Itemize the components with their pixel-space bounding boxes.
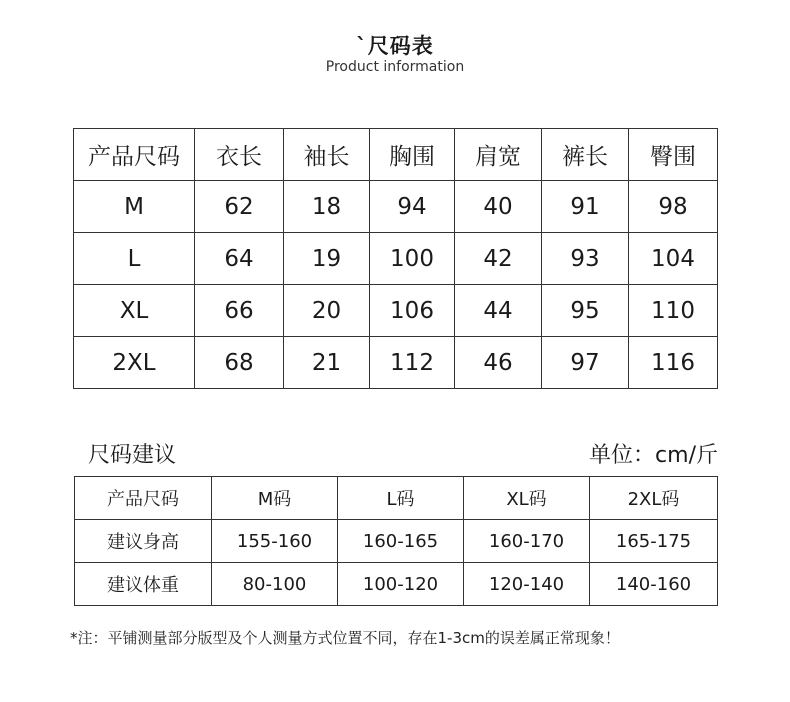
table-cell: 68 <box>195 337 284 389</box>
size-recommend-table <box>74 476 718 606</box>
column-header: 肩宽 <box>455 129 542 181</box>
table-row <box>74 285 718 337</box>
column-header: 胸围 <box>370 129 455 181</box>
table-cell: 18 <box>284 181 370 233</box>
footnote: *注：平铺测量部分版型及个人测量方式位置不同，存在1-3cm的误差属正常现象！ <box>70 629 620 647</box>
page-subtitle: Product information <box>325 59 465 75</box>
table-row <box>74 337 718 389</box>
table-cell: 160-165 <box>338 520 464 563</box>
column-header: M码 <box>212 477 338 520</box>
size-chart-table <box>73 128 718 389</box>
table-cell: 44 <box>455 285 542 337</box>
column-header: 产品尺码 <box>74 129 195 181</box>
table-cell: 建议身高 <box>75 520 212 563</box>
table-cell: L <box>74 233 195 285</box>
page-title: `尺码表 <box>356 34 434 58</box>
table-cell: 100-120 <box>338 563 464 606</box>
table-cell: M <box>74 181 195 233</box>
table-cell: 40 <box>455 181 542 233</box>
table-header-row <box>75 477 718 520</box>
table-cell: 94 <box>370 181 455 233</box>
column-header: L码 <box>338 477 464 520</box>
table-cell: 106 <box>370 285 455 337</box>
table-row <box>74 233 718 285</box>
column-header: 2XL码 <box>590 477 718 520</box>
table-cell: 140-160 <box>590 563 718 606</box>
table-cell: 建议体重 <box>75 563 212 606</box>
column-header: 裤长 <box>542 129 629 181</box>
table-row <box>74 181 718 233</box>
table-cell: 97 <box>542 337 629 389</box>
table-cell: 62 <box>195 181 284 233</box>
table-cell: 100 <box>370 233 455 285</box>
table-cell: 19 <box>284 233 370 285</box>
table-cell: 112 <box>370 337 455 389</box>
table-cell: 120-140 <box>464 563 590 606</box>
column-header: 产品尺码 <box>75 477 212 520</box>
column-header: XL码 <box>464 477 590 520</box>
table-cell: 80-100 <box>212 563 338 606</box>
column-header: 臀围 <box>629 129 718 181</box>
table-cell: XL <box>74 285 195 337</box>
table-header-row <box>74 129 718 181</box>
table-cell: 160-170 <box>464 520 590 563</box>
table-cell: 104 <box>629 233 718 285</box>
table-cell: 155-160 <box>212 520 338 563</box>
table-cell: 91 <box>542 181 629 233</box>
table-row <box>75 563 718 606</box>
table-cell: 66 <box>195 285 284 337</box>
table-cell: 93 <box>542 233 629 285</box>
table-cell: 42 <box>455 233 542 285</box>
table-cell: 95 <box>542 285 629 337</box>
table-row <box>75 520 718 563</box>
unit-label: 单位：cm/斤 <box>589 443 718 468</box>
table-cell: 64 <box>195 233 284 285</box>
table-cell: 2XL <box>74 337 195 389</box>
column-header: 袖长 <box>284 129 370 181</box>
table-cell: 98 <box>629 181 718 233</box>
recommend-title: 尺码建议 <box>88 443 177 468</box>
table-cell: 20 <box>284 285 370 337</box>
table-cell: 21 <box>284 337 370 389</box>
table-cell: 46 <box>455 337 542 389</box>
column-header: 衣长 <box>195 129 284 181</box>
table-cell: 110 <box>629 285 718 337</box>
table-cell: 165-175 <box>590 520 718 563</box>
table-cell: 116 <box>629 337 718 389</box>
